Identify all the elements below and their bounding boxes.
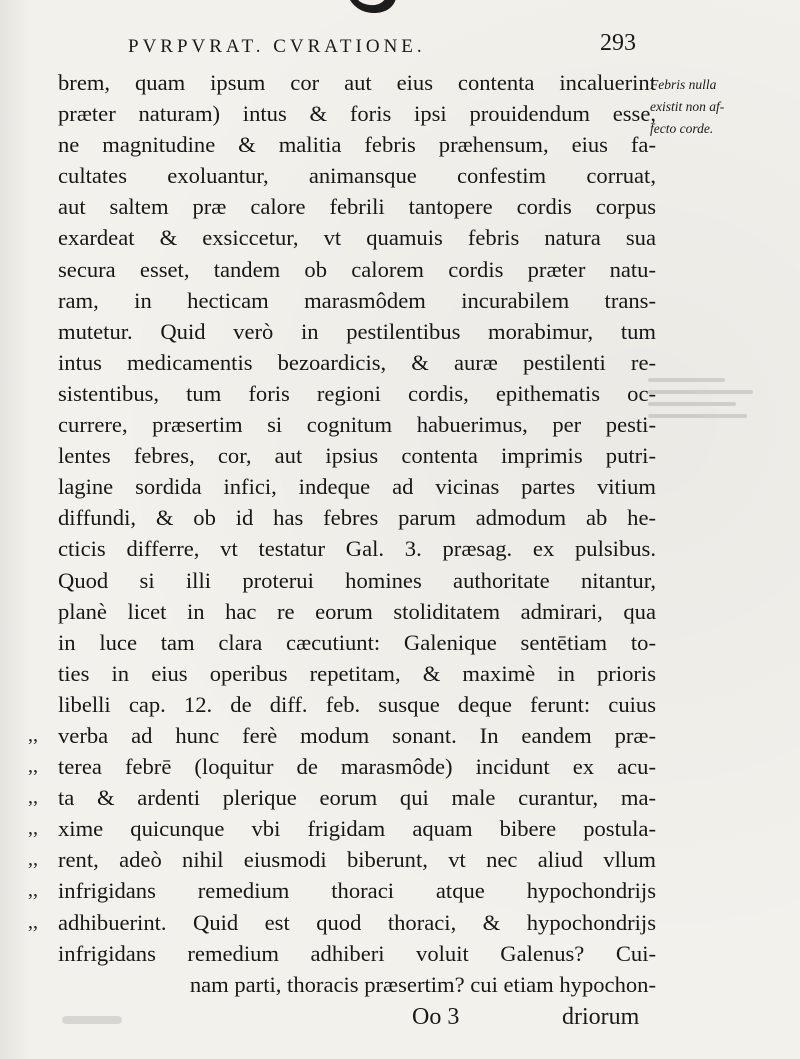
text-line-content: planè licet in hac re eorum stoliditatem admirari, qua xyxy=(58,598,656,624)
text-line-content: præter naturam) intus & foris ipsi prouidendum esse, xyxy=(58,101,656,127)
text-line-content: exardeat & exsiccetur, vt quamuis febris natura sua xyxy=(58,225,656,251)
text-line-content: ta & ardenti plerique eorum qui male curantur, ma- xyxy=(58,785,656,811)
text-line-content: cultates exoluantur, animansque confestim corruat, xyxy=(58,163,656,189)
quotation-mark: ,, xyxy=(28,817,38,840)
text-line-content: xime quicunque vbi frigidam aquam bibere postula- xyxy=(58,816,656,842)
text-line-content: ram, in hecticam marasmôdem incurabilem trans- xyxy=(58,287,656,313)
text-line xyxy=(58,565,656,596)
quotation-mark: ,, xyxy=(28,786,38,809)
text-line-content: infrigidans remedium thoraci atque hypochondrijs xyxy=(58,878,656,904)
catchword: driorum xyxy=(562,1004,640,1030)
text-line-content: nam parti, thoracis præsertim? cui etiam hypochon- xyxy=(189,971,656,997)
text-line-content: ne magnitudine & malitia febris præhensum, eius fa- xyxy=(58,132,656,158)
text-line xyxy=(58,409,656,440)
text-line xyxy=(58,316,656,347)
text-line-content: verba ad hunc ferè modum sonant. In eandem præ- xyxy=(58,722,656,748)
text-line-content: Quod si illi proterui homines authoritate nitantur, xyxy=(58,567,656,593)
signature-mark: Oo 3 xyxy=(412,1004,460,1030)
text-line xyxy=(28,751,656,782)
text-line-content: in luce tam clara cæcutiunt: Galenique sentētiam to- xyxy=(58,629,656,655)
marginal-note-line: existit non af- xyxy=(650,99,725,114)
text-line xyxy=(58,969,656,1000)
text-line-content: aut saltem præ calore febrili tantopere cordis corpus xyxy=(58,194,656,220)
page-number: 293 xyxy=(600,30,636,56)
ornament-icon xyxy=(336,0,406,30)
text-line xyxy=(58,160,656,191)
text-line xyxy=(58,533,656,564)
text-line-content: lentes febres, cor, aut ipsius contenta imprimis putri- xyxy=(58,443,656,469)
text-line xyxy=(58,129,656,160)
text-line-content: sistentibus, tum foris regioni cordis, epithematis oc- xyxy=(58,380,656,406)
text-line xyxy=(58,627,656,658)
text-line xyxy=(58,658,656,689)
text-line-content: ties in eius operibus repetitam, & maximè in prioris xyxy=(58,660,656,686)
text-line xyxy=(58,689,656,720)
text-line-content: intus medicamentis bezoardicis, & auræ pestilenti re- xyxy=(58,349,656,375)
text-line xyxy=(58,98,656,129)
text-line xyxy=(28,813,656,844)
marginal-note xyxy=(650,74,768,140)
text-line xyxy=(58,471,656,502)
marginal-note-line: fecto corde. xyxy=(650,121,714,136)
text-line xyxy=(58,222,656,253)
text-line-content: lagine sordida infici, indeque ad vicinas partes vitium xyxy=(58,474,656,500)
show-through-texture xyxy=(60,1008,130,1034)
text-line xyxy=(58,378,656,409)
text-line-content: libelli cap. 12. de diff. feb. susque deque ferunt: cuius xyxy=(58,691,656,717)
text-line-content: adhibuerint. Quid est quod thoraci, & hypochondrijs xyxy=(58,909,656,935)
text-line-content: rent, adeò nihil eiusmodi biberunt, vt nec aliud vllum xyxy=(58,847,656,873)
text-line xyxy=(58,502,656,533)
quotation-mark: ,, xyxy=(28,848,38,871)
quotation-mark: ,, xyxy=(28,755,38,778)
marginal-note-line: Febris nulla xyxy=(650,77,717,92)
text-line xyxy=(58,191,656,222)
text-line-content: cticis differre, vt testatur Gal. 3. præsag. ex pulsibus. xyxy=(58,536,656,562)
text-line-content: currere, præsertim si cognitum habuerimus, per pesti- xyxy=(58,412,656,438)
text-line xyxy=(58,285,656,316)
text-line xyxy=(58,67,656,98)
text-line xyxy=(28,844,656,875)
text-line xyxy=(28,720,656,751)
text-line xyxy=(58,254,656,285)
text-line xyxy=(58,440,656,471)
text-line xyxy=(28,782,656,813)
text-line-content: terea febrē (loquitur de marasmôde) incidunt ex acu- xyxy=(58,754,656,780)
text-line-content: diffundi, & ob id has febres parum admodum ab he- xyxy=(58,505,656,531)
quotation-mark: ,, xyxy=(28,879,38,902)
text-line-content: secura esset, tandem ob calorem cordis præter natu- xyxy=(58,256,656,282)
text-line xyxy=(28,875,656,906)
text-line-content: mutetur. Quid verò in pestilentibus morabimur, tum xyxy=(58,318,656,344)
text-line xyxy=(58,938,656,969)
text-line-content: infrigidans remedium adhiberi voluit Galenus? Cui- xyxy=(58,940,656,966)
text-line xyxy=(58,347,656,378)
show-through-texture xyxy=(648,370,758,440)
body-text xyxy=(28,67,656,1000)
text-line xyxy=(28,907,656,938)
running-head: PVRPVRAT. CVRATIONE. xyxy=(128,36,426,57)
quotation-mark: ,, xyxy=(28,910,38,933)
text-line xyxy=(58,596,656,627)
quotation-mark: ,, xyxy=(28,723,38,746)
text-line-content: brem, quam ipsum cor aut eius contenta incaluerint xyxy=(58,70,656,95)
